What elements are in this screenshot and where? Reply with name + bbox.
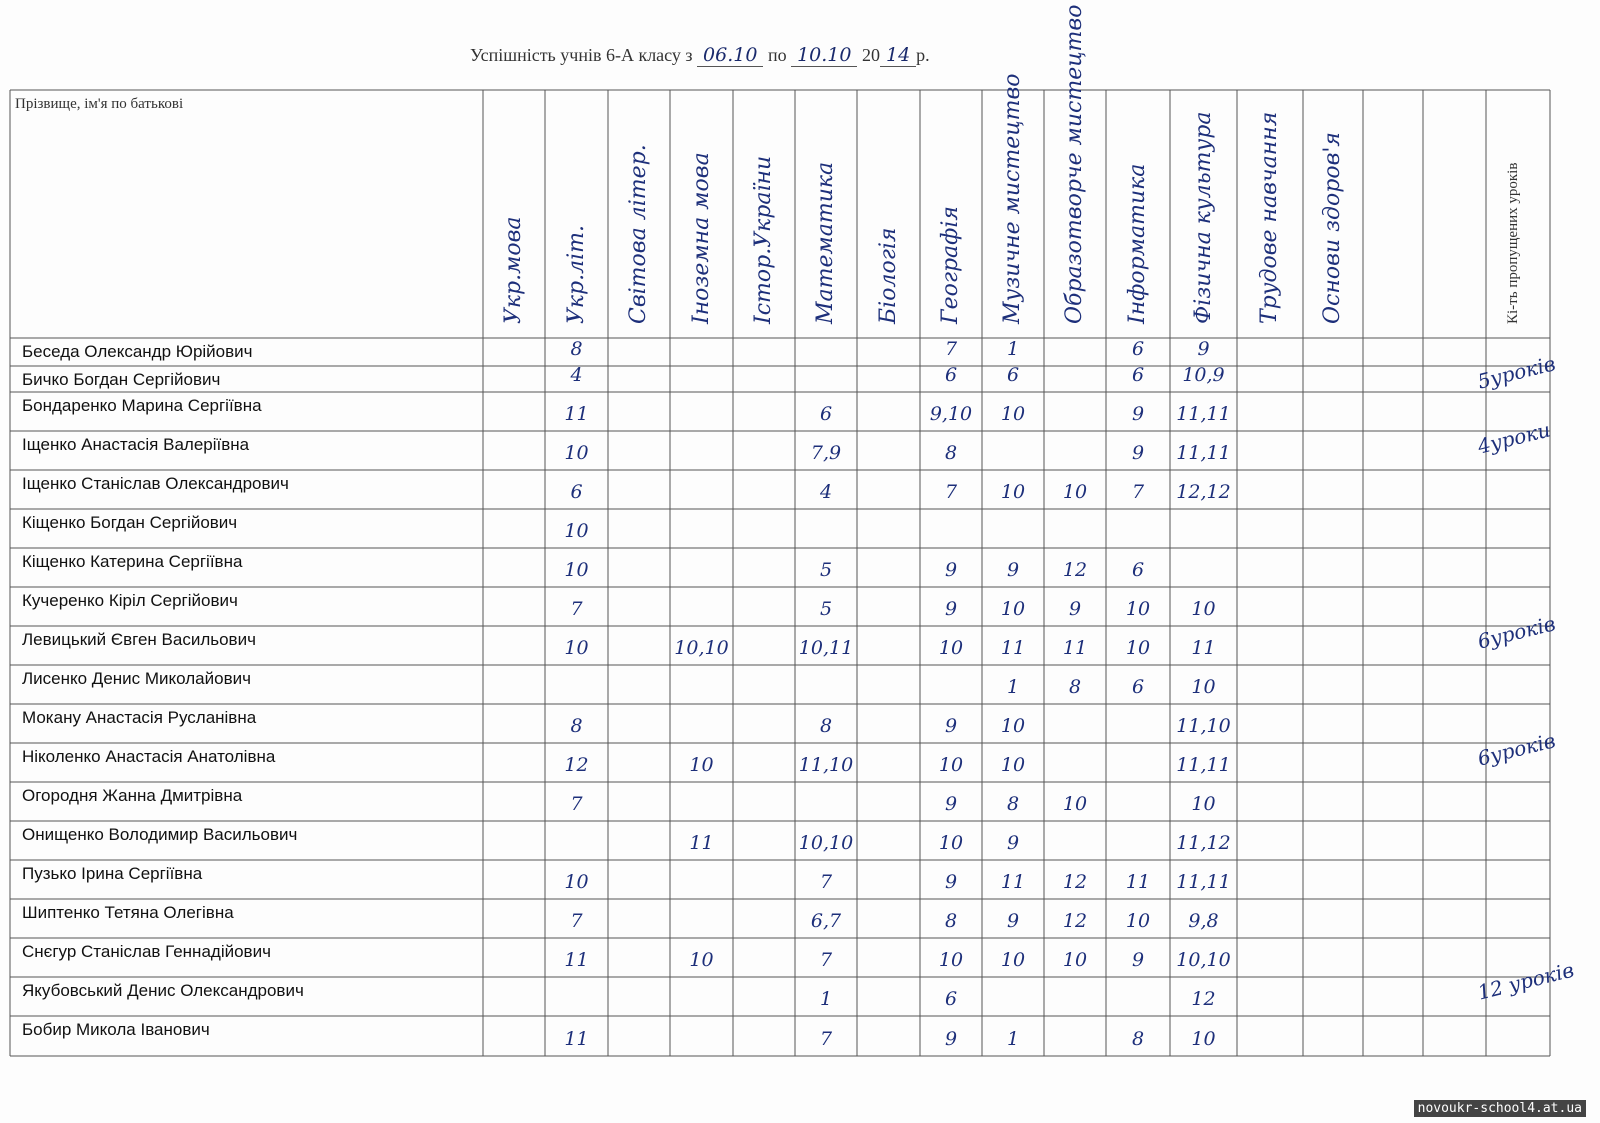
grade-mark: 9,8 <box>1188 910 1219 932</box>
grade-mark: 10 <box>1000 754 1026 776</box>
grade-mark: 10 <box>938 754 964 776</box>
grade-mark: 11 <box>564 949 589 971</box>
grade-mark: 1 <box>1006 338 1020 360</box>
student-name: Пузько Ірина Сергіївна <box>22 864 203 883</box>
grade-mark: 10 <box>1125 910 1151 932</box>
grade-mark: 11,11 <box>1176 754 1231 776</box>
grade-mark: 8 <box>1131 1028 1145 1050</box>
grade-mark: 8 <box>819 715 833 737</box>
missed-lessons: 6уроків <box>1475 728 1558 771</box>
grade-mark: 1 <box>1006 1028 1020 1050</box>
name-column-header: Прізвище, ім'я по батькові <box>15 96 184 112</box>
grade-mark: 11,11 <box>1176 871 1231 893</box>
student-name: Іщенко Станіслав Олександрович <box>22 474 289 493</box>
grade-mark: 10,9 <box>1182 364 1225 386</box>
grade-mark: 9 <box>1131 403 1145 425</box>
grade-mark: 11 <box>1000 637 1026 659</box>
date-from: 06.10 <box>697 44 763 67</box>
student-name: Левицький Євген Васильович <box>22 630 256 649</box>
subject-header: Світова літер. <box>626 144 651 324</box>
grade-mark: 11,10 <box>1176 715 1231 737</box>
grade-mark: 8 <box>570 715 583 737</box>
grade-mark: 6 <box>1131 364 1145 386</box>
grade-mark: 9 <box>944 559 958 581</box>
grade-mark: 10 <box>1000 949 1026 971</box>
grade-mark: 9 <box>1131 949 1145 971</box>
subject-header: Інформатика <box>1125 163 1150 324</box>
grade-mark: 6 <box>1131 559 1145 581</box>
grade-mark: 11 <box>1125 871 1151 893</box>
grade-mark: 9 <box>1006 559 1020 581</box>
subject-header: Укр.літ. <box>563 224 589 324</box>
grade-mark: 6,7 <box>810 910 842 932</box>
subject-header: Біологія <box>875 227 901 324</box>
student-name: Шиптенко Тетяна Олегівна <box>22 903 234 922</box>
grade-mark: 6 <box>1131 338 1145 360</box>
year-end: р. <box>916 45 930 65</box>
grade-mark: 10 <box>1191 793 1216 815</box>
student-name: Снєгур Станіслав Геннадійович <box>22 942 271 961</box>
grade-mark: 9 <box>1068 598 1082 620</box>
grade-mark: 1 <box>819 988 833 1010</box>
subject-header: Музичне мистецтво <box>1000 73 1025 324</box>
grade-mark: 10 <box>1000 403 1026 425</box>
subject-header: Географія <box>938 206 963 324</box>
student-name: Кучеренко Кіріл Сергійович <box>22 591 238 610</box>
student-name: Ніколенко Анастасія Анатолівна <box>22 747 276 766</box>
grade-mark: 7 <box>819 1028 833 1050</box>
missed-lessons: 4уроки <box>1475 417 1553 459</box>
student-name: Бобир Микола Іванович <box>22 1020 210 1039</box>
grade-mark: 11 <box>1062 637 1088 659</box>
grade-mark: 10 <box>938 832 964 854</box>
student-name: Іщенко Анастасія Валеріївна <box>22 435 250 454</box>
grade-mark: 6 <box>944 988 958 1010</box>
grade-mark: 10 <box>1000 598 1026 620</box>
grade-mark: 12 <box>1062 871 1088 893</box>
subject-header: Образотворче мистецтво <box>1062 4 1087 324</box>
grade-mark: 9 <box>1006 832 1020 854</box>
student-name: Онищенко Володимир Васильович <box>22 825 298 844</box>
subject-header: Трудове навчання <box>1257 111 1282 324</box>
grade-mark: 10 <box>1125 637 1151 659</box>
grade-mark: 8 <box>944 442 958 464</box>
grade-mark: 10 <box>1191 598 1216 620</box>
watermark: novoukr-school4.at.ua <box>1414 1100 1586 1117</box>
grade-mark: 10 <box>689 949 714 971</box>
grade-mark: 11,11 <box>1176 442 1231 464</box>
student-name: Якубовський Денис Олександрович <box>22 981 304 1000</box>
grade-mark: 10 <box>564 637 589 659</box>
grade-mark: 10 <box>938 637 964 659</box>
grade-mark: 10 <box>1191 1028 1216 1050</box>
student-name: Лисенко Денис Миколайович <box>22 669 251 688</box>
missed-lessons: 5уроків <box>1475 351 1558 394</box>
grade-mark: 9 <box>944 598 958 620</box>
grade-mark: 10 <box>1062 793 1088 815</box>
grade-mark: 9 <box>944 793 958 815</box>
student-name: Беседа Олександр Юрійович <box>22 342 253 361</box>
grade-mark: 8 <box>1068 676 1082 698</box>
subject-header: Укр.мова <box>501 216 526 324</box>
student-name: Кіщенко Катерина Сергіївна <box>22 552 243 571</box>
subject-header: Істор.України <box>751 155 776 324</box>
grade-mark: 10 <box>1125 598 1151 620</box>
subject-header: Фізична культура <box>1190 111 1216 324</box>
title-mid: по <box>767 45 787 65</box>
grade-mark: 11 <box>1000 871 1026 893</box>
grade-mark: 10 <box>564 871 589 893</box>
grade-mark: 12 <box>1191 988 1216 1010</box>
grade-mark: 11,12 <box>1176 832 1231 854</box>
grade-mark: 11 <box>689 832 714 854</box>
grade-mark: 10 <box>564 559 589 581</box>
grade-mark: 10,11 <box>798 637 854 659</box>
grade-mark: 5 <box>819 559 833 581</box>
grade-mark: 10 <box>564 442 589 464</box>
grade-mark: 9 <box>1197 338 1210 360</box>
grade-mark: 12,12 <box>1176 481 1231 503</box>
grade-mark: 6 <box>819 403 833 425</box>
student-name: Кіщенко Богдан Сергійович <box>22 513 238 532</box>
grade-mark: 7 <box>819 871 833 893</box>
grade-mark: 10 <box>1062 949 1088 971</box>
grade-mark: 10 <box>1000 481 1026 503</box>
grade-mark: 8 <box>1006 793 1020 815</box>
grade-mark: 10,10 <box>798 832 854 854</box>
grade-mark: 7 <box>570 598 583 620</box>
grade-mark: 6 <box>1131 676 1145 698</box>
grade-mark: 10 <box>1191 676 1216 698</box>
grade-mark: 12 <box>1062 910 1088 932</box>
grade-mark: 9 <box>944 871 958 893</box>
grade-mark: 11 <box>564 403 589 425</box>
grade-mark: 12 <box>564 754 589 776</box>
student-name: Бондаренко Марина Сергіївна <box>22 396 262 415</box>
grade-mark: 12 <box>1062 559 1088 581</box>
grade-mark: 4 <box>819 481 833 503</box>
missed-lessons: 6уроків <box>1475 611 1558 654</box>
grade-mark: 9 <box>944 715 958 737</box>
missed-lessons: 12 уроків <box>1475 957 1577 1005</box>
grade-mark: 10 <box>1000 715 1026 737</box>
title-prefix: Успішність учнів 6-А класу з <box>470 45 693 65</box>
grade-mark: 6 <box>1006 364 1020 386</box>
year-suffix: 14 <box>880 44 916 67</box>
grade-mark: 11 <box>564 1028 589 1050</box>
date-to: 10.10 <box>791 44 857 67</box>
year-prefix: 20 <box>861 45 880 65</box>
grade-mark: 7 <box>570 910 583 932</box>
grade-mark: 7 <box>1131 481 1145 503</box>
grade-mark: 9 <box>1131 442 1145 464</box>
grade-mark: 11,10 <box>798 754 854 776</box>
grade-mark: 9,10 <box>929 403 973 425</box>
grade-mark: 7 <box>944 481 958 503</box>
grade-mark: 6 <box>944 364 958 386</box>
student-name: Бичко Богдан Сергійович <box>22 370 221 389</box>
grade-mark: 10,10 <box>674 637 729 659</box>
grade-mark: 11,11 <box>1176 403 1231 425</box>
grade-mark: 11 <box>1191 637 1216 659</box>
subject-header: Іноземна мова <box>688 152 714 324</box>
grade-mark: 10 <box>1062 481 1088 503</box>
subject-header: Основи здоров'я <box>1320 132 1345 324</box>
student-name: Огородня Жанна Дмитрівна <box>22 786 243 805</box>
grade-mark: 7 <box>944 338 958 360</box>
grade-mark: 4 <box>570 364 583 386</box>
grade-mark: 10 <box>689 754 714 776</box>
subject-header: Математика <box>813 161 838 324</box>
grade-mark: 1 <box>1006 676 1020 698</box>
grade-mark: 7 <box>819 949 833 971</box>
grade-mark: 7 <box>570 793 583 815</box>
grade-mark: 8 <box>570 338 583 360</box>
grade-mark: 9 <box>1006 910 1020 932</box>
subject-header: Кі-ть пропущених уроків <box>1505 162 1521 324</box>
grade-mark: 9 <box>944 1028 958 1050</box>
grade-mark: 10 <box>938 949 964 971</box>
grade-mark: 6 <box>570 481 583 503</box>
grade-mark: 7,9 <box>810 442 842 464</box>
grade-mark: 10,10 <box>1176 949 1231 971</box>
grade-mark: 10 <box>564 520 589 542</box>
grade-mark: 5 <box>819 598 833 620</box>
student-name: Мокану Анастасія Русланівна <box>22 708 257 727</box>
grade-mark: 8 <box>944 910 958 932</box>
